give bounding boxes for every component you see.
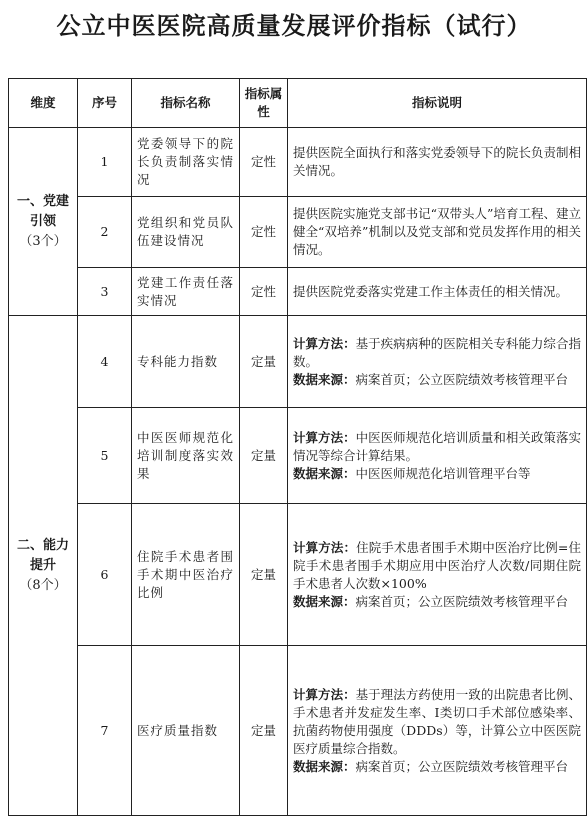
source-text: 中医医师规范化培训管理平台等 xyxy=(355,465,531,481)
indicator-name: 医疗质量指数 xyxy=(132,646,240,816)
page-title: 公立中医医院高质量发展评价指标（试行） xyxy=(56,12,532,40)
indicator-table xyxy=(8,78,587,816)
source-text: 病案首页；公立医院绩效考核管理平台 xyxy=(355,371,569,387)
indicator-name: 住院手术患者围手术期中医治疗比例 xyxy=(132,504,240,646)
indicator-name: 党组织和党员队伍建设情况 xyxy=(132,197,240,268)
method-text: 基于疾病病种的医院相关专科能力综合指数。 xyxy=(293,335,581,369)
method-label: 计算方法： xyxy=(293,335,356,351)
header-attr: 指标属性 xyxy=(240,79,288,128)
source-label: 数据来源： xyxy=(293,593,356,609)
indicator-desc xyxy=(288,316,587,408)
method-label: 计算方法： xyxy=(293,429,356,445)
method-text: 住院手术患者围手术期中医治疗比例=住院手术患者围手术期应用中医治疗人次数/同期住院手术患者人次数×100% xyxy=(293,539,581,591)
indicator-name: 党建工作责任落实情况 xyxy=(132,268,240,316)
method-label: 计算方法： xyxy=(293,539,357,555)
table-row xyxy=(9,268,587,316)
row-no: 6 xyxy=(78,504,132,646)
indicator-attr: 定性 xyxy=(240,268,288,316)
dimension-label: 二、能力提升 xyxy=(16,537,69,573)
source-label: 数据来源： xyxy=(293,465,356,481)
indicator-name: 中医医师规范化培训制度落实效果 xyxy=(132,408,240,504)
row-no: 1 xyxy=(78,128,132,197)
table-row xyxy=(9,128,587,197)
dimension-label: 一、党建引领 xyxy=(16,193,69,229)
indicator-desc xyxy=(288,408,587,504)
table-row xyxy=(9,316,587,408)
indicator-desc: 提供医院实施党支部书记“双带头人”培育工程、建立健全“双培养”机制以及党支部和党员发挥作用的相关情况。 xyxy=(288,197,587,268)
table-header-row xyxy=(9,79,587,128)
table-row xyxy=(9,408,587,504)
row-no: 3 xyxy=(78,268,132,316)
indicator-desc: 提供医院党委落实党建工作主体责任的相关情况。 xyxy=(288,268,587,316)
source-text: 病案首页；公立医院绩效考核管理平台 xyxy=(355,593,569,609)
dimension-count: （8个） xyxy=(19,577,67,593)
indicator-attr: 定性 xyxy=(240,197,288,268)
table-row xyxy=(9,504,587,646)
indicator-attr: 定量 xyxy=(240,646,288,816)
indicator-desc xyxy=(288,504,587,646)
header-name: 指标名称 xyxy=(132,79,240,128)
indicator-attr: 定性 xyxy=(240,128,288,197)
dimension-cell-capability xyxy=(9,316,78,816)
indicator-attr: 定量 xyxy=(240,316,288,408)
method-label: 计算方法： xyxy=(293,686,356,702)
header-desc: 指标说明 xyxy=(288,79,587,128)
dimension-cell-party xyxy=(9,128,78,316)
table-row xyxy=(9,646,587,816)
row-no: 4 xyxy=(78,316,132,408)
indicator-desc: 提供医院全面执行和落实党委领导下的院长负责制相关情况。 xyxy=(288,128,587,197)
row-no: 5 xyxy=(78,408,132,504)
source-text: 病案首页；公立医院绩效考核管理平台 xyxy=(355,758,569,774)
method-text: 基于理法方药使用一致的出院患者比例、手术患者并发症发生率、I类切口手术部位感染率、抗菌药物使用强度（DDDs）等，计算公立中医医院医疗质量综合指数。 xyxy=(293,686,581,756)
indicator-name: 党委领导下的院长负责制落实情况 xyxy=(132,128,240,197)
table-row xyxy=(9,197,587,268)
indicator-desc xyxy=(288,646,587,816)
method-text: 中医医师规范化培训质量和相关政策落实情况等综合计算结果。 xyxy=(293,429,581,463)
source-label: 数据来源： xyxy=(293,758,356,774)
row-no: 7 xyxy=(78,646,132,816)
indicator-attr: 定量 xyxy=(240,408,288,504)
row-no: 2 xyxy=(78,197,132,268)
header-dimension: 维度 xyxy=(9,79,78,128)
source-label: 数据来源： xyxy=(293,371,356,387)
dimension-count: （3个） xyxy=(19,233,67,249)
indicator-attr: 定量 xyxy=(240,504,288,646)
header-no: 序号 xyxy=(78,79,132,128)
indicator-name: 专科能力指数 xyxy=(132,316,240,408)
